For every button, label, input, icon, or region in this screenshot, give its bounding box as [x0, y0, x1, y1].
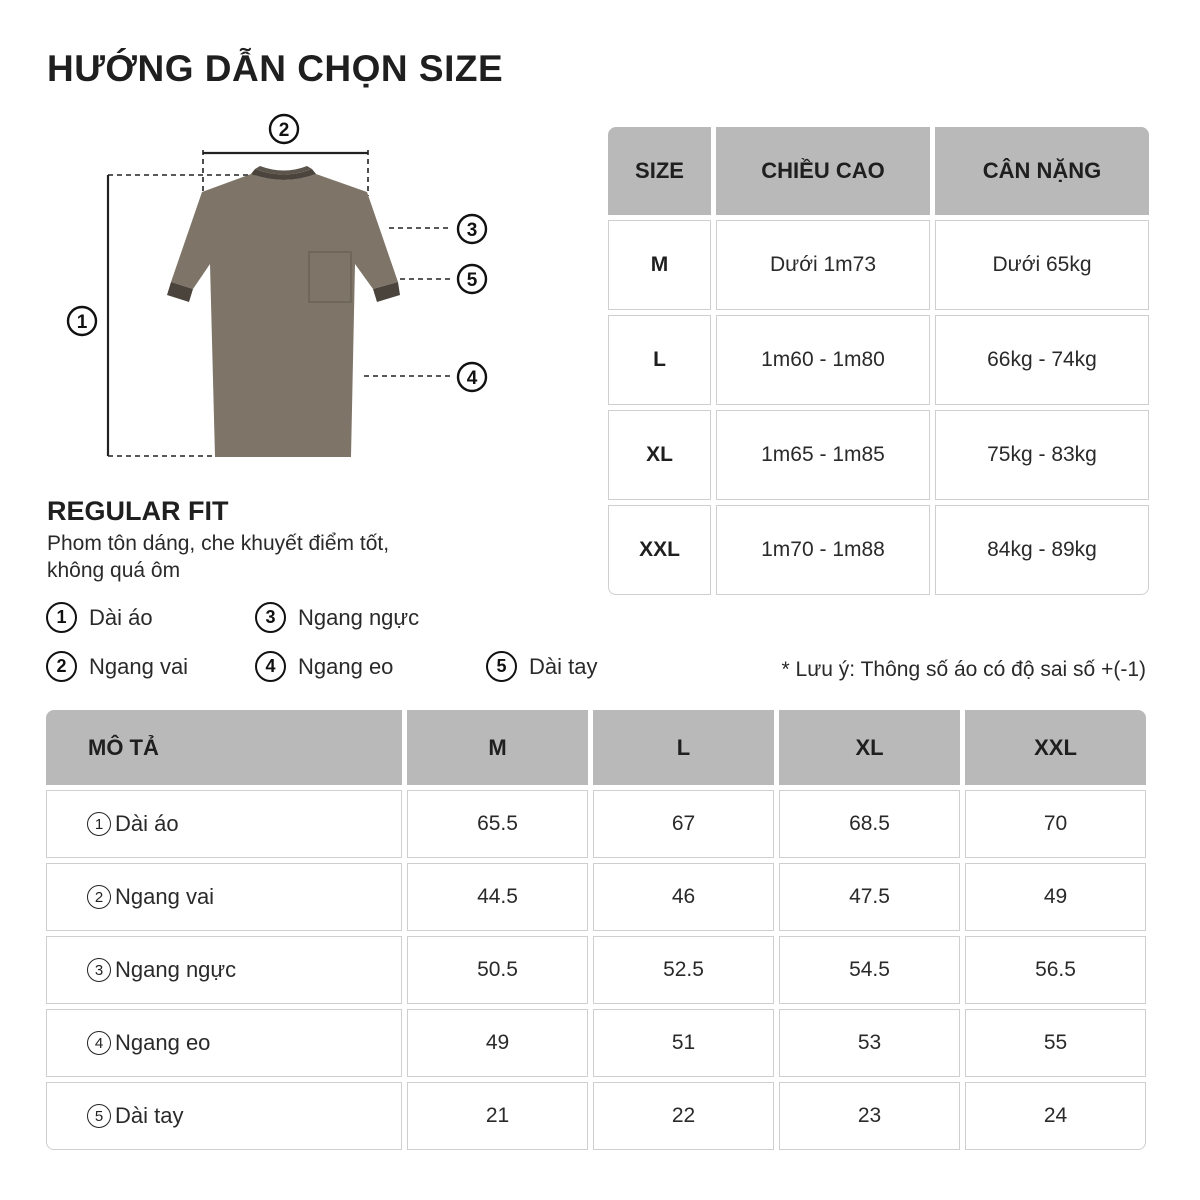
value-cell: 21: [407, 1082, 588, 1150]
svg-text:1: 1: [76, 312, 88, 333]
height-cell: 1m65 - 1m85: [716, 410, 930, 500]
shirt-measurement-diagram: [55, 112, 505, 472]
size-cell: XL: [608, 410, 711, 500]
height-cell: 1m70 - 1m88: [716, 505, 930, 595]
fit-description: [47, 530, 547, 584]
legend-number: 5: [486, 651, 517, 682]
value-cell: 46: [593, 863, 774, 931]
value-cell: 50.5: [407, 936, 588, 1004]
height-cell: 1m60 - 1m80: [716, 315, 930, 405]
weight-cell: 66kg - 74kg: [935, 315, 1149, 405]
value-cell: 44.5: [407, 863, 588, 931]
page-title: HƯỚNG DẪN CHỌN SIZE: [47, 48, 504, 89]
legend-item-chest: [255, 602, 419, 633]
row-label-chest: [46, 936, 402, 1004]
size-cell: XXL: [608, 505, 711, 595]
value-cell: 24: [965, 1082, 1146, 1150]
size-xxl-header: XXL: [965, 710, 1146, 785]
row-label: Ngang vai: [115, 884, 215, 909]
value-cell: 49: [965, 863, 1146, 931]
weight-cell: Dưới 65kg: [935, 220, 1149, 310]
size-recommendation-table: [608, 127, 1149, 595]
value-cell: 49: [407, 1009, 588, 1077]
size-cell: L: [608, 315, 711, 405]
size-m-header: M: [407, 710, 588, 785]
weight-cell: 84kg - 89kg: [935, 505, 1149, 595]
row-number: 2: [87, 885, 111, 909]
fit-description-line-1: Phom tôn dáng, che khuyết điểm tốt,: [47, 532, 390, 555]
svg-text:4: 4: [466, 368, 478, 389]
marker-4: [458, 363, 486, 391]
value-cell: 47.5: [779, 863, 960, 931]
legend-number: 3: [255, 602, 286, 633]
value-cell: 53: [779, 1009, 960, 1077]
row-number: 4: [87, 1031, 111, 1055]
size-xl-header: XL: [779, 710, 960, 785]
tolerance-note: * Lưu ý: Thông số áo có độ sai số +(-1): [781, 658, 1146, 681]
height-cell: Dưới 1m73: [716, 220, 930, 310]
row-number: 5: [87, 1104, 111, 1128]
value-cell: 65.5: [407, 790, 588, 858]
row-label: Dài áo: [115, 811, 179, 836]
row-label-sleeve: [46, 1082, 402, 1150]
value-cell: 54.5: [779, 936, 960, 1004]
size-cell: M: [608, 220, 711, 310]
height-header: CHIỀU CAO: [716, 127, 930, 215]
marker-2: [270, 115, 298, 143]
legend-label: Dài tay: [529, 653, 598, 679]
row-label: Ngang ngực: [115, 957, 237, 982]
row-number: 3: [87, 958, 111, 982]
legend-item-shoulder: [46, 651, 188, 682]
fit-description-line-2: không quá ôm: [47, 559, 181, 582]
legend-label: Dài áo: [89, 604, 153, 630]
legend-label: Ngang eo: [298, 653, 394, 679]
weight-cell: 75kg - 83kg: [935, 410, 1149, 500]
shirt-body: [171, 174, 398, 457]
legend-label: Ngang ngực: [298, 604, 420, 630]
legend-number: 4: [255, 651, 286, 682]
svg-text:3: 3: [466, 220, 478, 241]
legend-item-length: [46, 602, 153, 633]
size-header: SIZE: [608, 127, 711, 215]
tshirt-illustration: [167, 166, 400, 457]
value-cell: 23: [779, 1082, 960, 1150]
row-number: 1: [87, 812, 111, 836]
marker-5: [458, 265, 486, 293]
marker-1: [68, 307, 96, 335]
svg-text:5: 5: [466, 270, 478, 291]
description-header: MÔ TẢ: [46, 710, 402, 785]
legend-item-waist: [255, 651, 393, 682]
value-cell: 70: [965, 790, 1146, 858]
size-l-header: L: [593, 710, 774, 785]
fit-title: REGULAR FIT: [47, 496, 229, 526]
value-cell: 55: [965, 1009, 1146, 1077]
legend-label: Ngang vai: [89, 653, 189, 679]
legend-item-sleeve: [486, 651, 597, 682]
weight-header: CÂN NẶNG: [935, 127, 1149, 215]
legend-number: 2: [46, 651, 77, 682]
row-label: Ngang eo: [115, 1030, 211, 1055]
row-label-length: [46, 790, 402, 858]
legend-number: 1: [46, 602, 77, 633]
measurement-table: [46, 710, 1146, 1150]
row-label-waist: [46, 1009, 402, 1077]
value-cell: 51: [593, 1009, 774, 1077]
marker-3: [458, 215, 486, 243]
svg-text:2: 2: [278, 120, 290, 141]
row-label-shoulder: [46, 863, 402, 931]
value-cell: 68.5: [779, 790, 960, 858]
value-cell: 56.5: [965, 936, 1146, 1004]
value-cell: 52.5: [593, 936, 774, 1004]
value-cell: 67: [593, 790, 774, 858]
row-label: Dài tay: [115, 1103, 184, 1128]
value-cell: 22: [593, 1082, 774, 1150]
